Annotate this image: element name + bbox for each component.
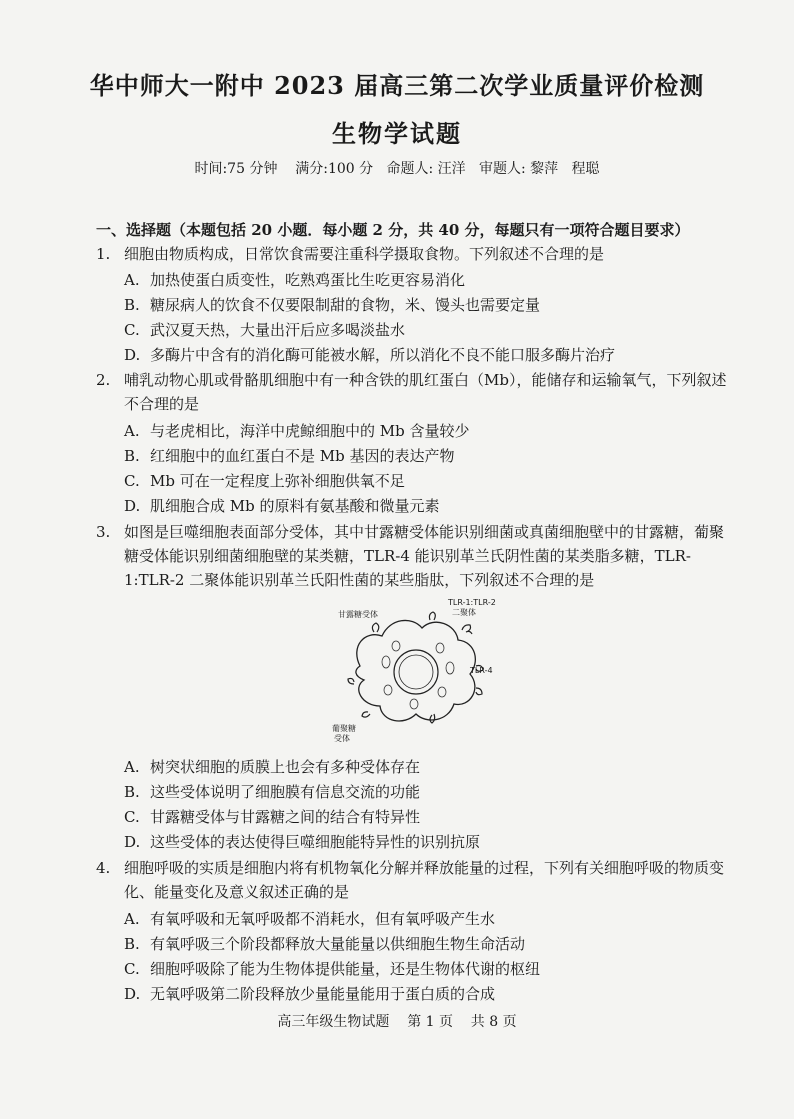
- option-4c: [124, 957, 540, 981]
- option-2a: [124, 419, 470, 443]
- vesicle: [436, 643, 444, 653]
- option-4b: [124, 932, 525, 956]
- option-text: 有氧呼吸三个阶段都释放大量能量以供细胞生物生命活动: [150, 935, 526, 953]
- question-number: 2.: [96, 371, 111, 389]
- option-4a: [124, 907, 495, 931]
- option-text: 红细胞中的血红蛋白不是 Mb 基因的表达产物: [150, 447, 455, 465]
- option-text: 多酶片中含有的消化酶可能被水解，所以消化不良不能口服多酶片治疗: [150, 346, 616, 364]
- option-2d: [124, 494, 440, 518]
- vesicle: [410, 699, 418, 709]
- option-letter: B.: [124, 447, 140, 465]
- option-text: 有氧呼吸和无氧呼吸都不消耗水，但有氧呼吸产生水: [150, 910, 496, 928]
- tlr4-label: TLR-4: [470, 666, 493, 675]
- option-text: 武汉夏天热，大量出汗后应多喝淡盐水: [150, 321, 406, 339]
- option-text: 树突状细胞的质膜上也会有多种受体存在: [150, 758, 421, 776]
- option-letter: A.: [124, 910, 140, 928]
- question-stem: 如图是巨噬细胞表面部分受体，其中甘露糖受体能识别细菌或真菌细胞壁中的甘露糖，葡聚糖受体能识别细菌细胞壁的某类糖，TLR-4 能识别革兰氏阴性菌的某类脂多糖，TLR-1:TLR-2 二聚体能识别革兰氏阳性菌的某些脂肽，下列叙述不合理的是: [124, 523, 725, 589]
- option-1b: [124, 293, 540, 317]
- question-stem: 细胞呼吸的实质是细胞内将有机物氧化分解并释放能量的过程，下列有关细胞呼吸的物质变化、能量变化及意义叙述正确的是: [124, 859, 725, 901]
- option-2c: [124, 469, 405, 493]
- option-letter: C.: [124, 321, 140, 339]
- option-3d: [124, 830, 480, 854]
- nucleus-outer: [394, 650, 438, 694]
- vesicle: [384, 685, 392, 695]
- option-letter: C.: [124, 472, 140, 490]
- option-letter: B.: [124, 935, 140, 953]
- exam-title: 华中师大一附中 2023 届高三第二次学业质量评价检测: [89, 71, 705, 100]
- option-1d: [124, 343, 615, 367]
- macrophage-receptor-figure: [330, 596, 500, 746]
- option-text: 细胞呼吸除了能为生物体提供能量，还是生物体代谢的枢纽: [150, 960, 541, 978]
- option-letter: B.: [124, 783, 140, 801]
- exam-subtitle: 生物学试题: [332, 119, 462, 148]
- option-text: Mb 可在一定程度上弥补细胞供氧不足: [150, 472, 405, 490]
- option-letter: A.: [124, 271, 140, 289]
- option-letter: C.: [124, 960, 140, 978]
- page-footer: 高三年级生物试题 第 1 页 共 8 页: [277, 1014, 517, 1030]
- option-letter: D.: [124, 985, 141, 1003]
- option-text: 加热使蛋白质变性，吃熟鸡蛋比生吃更容易消化: [150, 271, 466, 289]
- option-text: 这些受体的表达使得巨噬细胞能特异性的识别抗原: [150, 833, 481, 851]
- question-4: [96, 856, 736, 904]
- section-title: 一、选择题（本题包括 20 小题．每小题 2 分，共 40 分，每题只有一项符合题目要求）: [96, 221, 690, 239]
- option-letter: B.: [124, 296, 140, 314]
- question-number: 4.: [96, 859, 111, 877]
- option-text: 糖尿病人的饮食不仅要限制甜的食物，米、馒头也需要定量: [150, 296, 541, 314]
- option-text: 甘露糖受体与甘露糖之间的结合有特异性: [150, 808, 421, 826]
- option-letter: A.: [124, 758, 140, 776]
- option-3c: [124, 805, 420, 829]
- glucan-receptor-label-2: 受体: [334, 734, 350, 743]
- glucan-receptor-label-1: 葡聚糖: [332, 724, 356, 733]
- question-1: [96, 242, 736, 266]
- receptor-icon: [476, 688, 482, 695]
- question-number: 3.: [96, 523, 111, 541]
- question-2: [96, 368, 736, 416]
- mannose-receptor-label: 甘露糖受体: [338, 610, 378, 619]
- tlr12-label: TLR-1:TLR-2: [448, 598, 496, 607]
- dimer-label: 二聚体: [452, 608, 476, 617]
- option-1c: [124, 318, 405, 342]
- option-text: 与老虎相比，海洋中虎鲸细胞中的 Mb 含量较少: [150, 422, 470, 440]
- question-stem: 细胞由物质构成，日常饮食需要注重科学摄取食物。下列叙述不合理的是: [124, 245, 605, 263]
- option-3b: [124, 780, 420, 804]
- option-letter: C.: [124, 808, 140, 826]
- exam-meta: 时间:75 分钟 满分:100 分 命题人: 汪洋 审题人: 黎萍 程聪: [194, 161, 600, 177]
- option-3a: [124, 755, 420, 779]
- option-2b: [124, 444, 455, 468]
- vesicle: [446, 662, 454, 674]
- receptor-icon: [348, 678, 354, 684]
- option-letter: A.: [124, 422, 140, 440]
- cell-membrane: [356, 620, 475, 721]
- option-4d: [124, 982, 495, 1006]
- tlr-dimer-icon: [462, 625, 472, 634]
- option-1a: [124, 268, 465, 292]
- vesicle: [438, 687, 446, 697]
- option-text: 这些受体说明了细胞膜有信息交流的功能: [150, 783, 421, 801]
- glucan-receptor-icon: [362, 712, 370, 717]
- question-stem: 哺乳动物心肌或骨骼肌细胞中有一种含铁的肌红蛋白（Mb），能储存和运输氧气，下列叙述不合理的是: [124, 371, 727, 413]
- option-letter: D.: [124, 497, 141, 515]
- mannose-receptor-icon: [372, 623, 378, 632]
- receptor-icon: [429, 612, 435, 620]
- question-number: 1.: [96, 245, 111, 263]
- option-text: 肌细胞合成 Mb 的原料有氨基酸和微量元素: [150, 497, 440, 515]
- vesicle: [382, 656, 390, 668]
- option-letter: D.: [124, 346, 141, 364]
- nucleus-inner: [399, 655, 433, 689]
- question-3: [96, 520, 736, 592]
- receptor-icon: [430, 714, 435, 723]
- option-letter: D.: [124, 833, 141, 851]
- vesicle: [392, 641, 400, 651]
- option-text: 无氧呼吸第二阶段释放少量能量能用于蛋白质的合成: [150, 985, 496, 1003]
